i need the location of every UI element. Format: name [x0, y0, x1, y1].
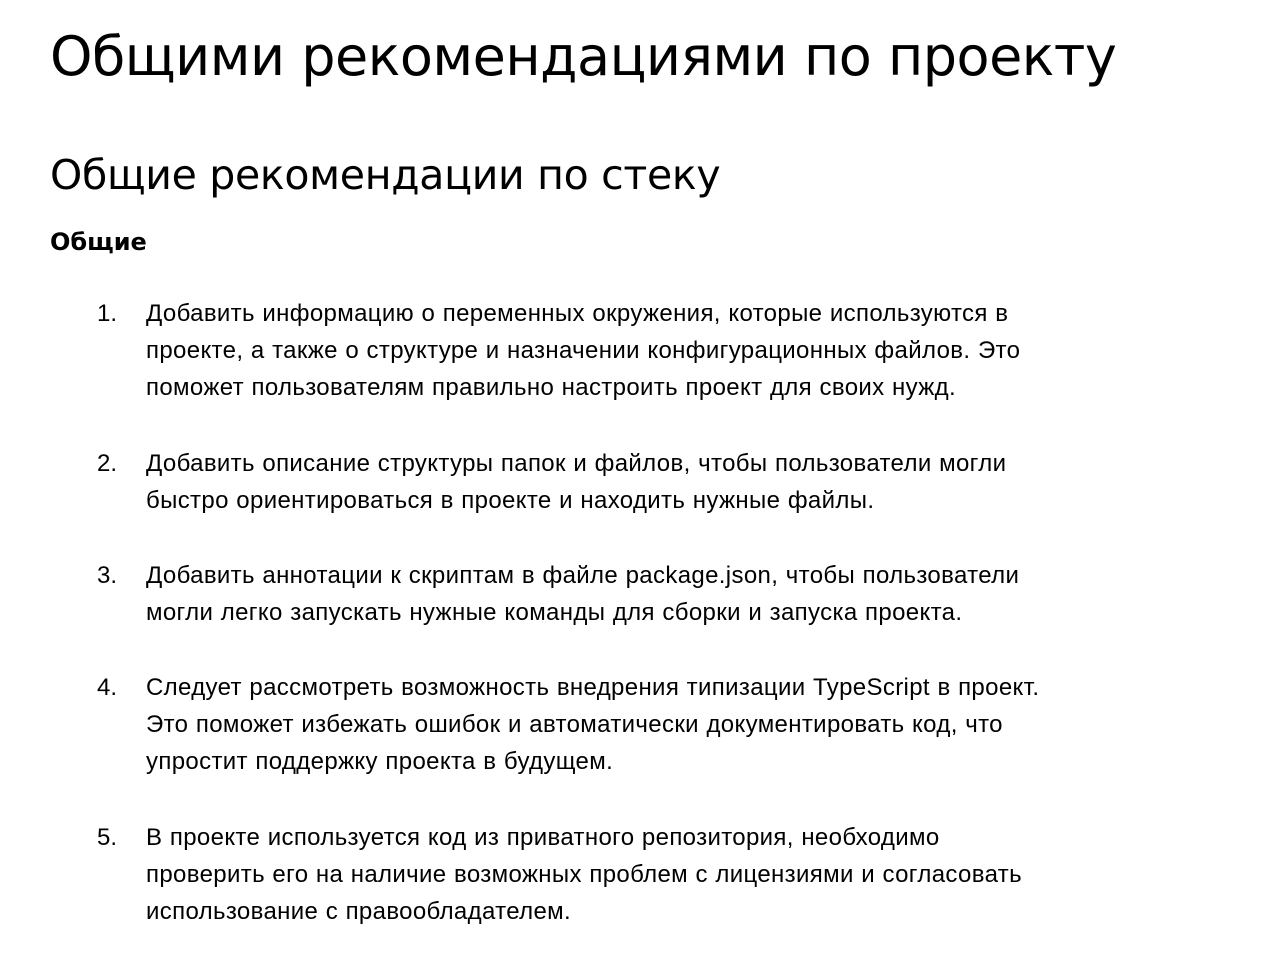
list-item-line: Это поможет избежать ошибок и автоматически документировать код, что — [146, 711, 1003, 738]
list-item-text — [146, 669, 1246, 780]
page-title: Общими рекомендациями по проекту — [50, 25, 1117, 88]
list-item-text — [146, 557, 1246, 631]
list-item-line: упростит поддержку проекта в будущем. — [146, 748, 614, 775]
list-item-line: быстро ориентироваться в проекте и находить нужные файлы. — [146, 487, 875, 514]
list-item-line: проекте, а также о структуре и назначении конфигурационных файлов. Это — [146, 337, 1021, 364]
list-item-line: Добавить информацию о переменных окружения, которые используются в — [146, 300, 1009, 327]
list-item-number: 2. — [97, 450, 118, 477]
list-item-line: Следует рассмотреть возможность внедрения типизации TypeScript в проект. — [146, 674, 1040, 701]
list-item-text — [146, 819, 1246, 930]
list-item-line: Добавить описание структуры папок и файлов, чтобы пользователи могли — [146, 450, 1007, 477]
list-item-number: 5. — [97, 824, 118, 851]
list-item-line: могли легко запускать нужные команды для сборки и запуска проекта. — [146, 599, 963, 626]
list-item-line: В проекте используется код из приватного репозитория, необходимо — [146, 824, 940, 851]
list-item-text — [146, 445, 1246, 519]
subsection-title: Общие — [50, 228, 147, 256]
list-item-number: 1. — [97, 300, 118, 327]
section-title: Общие рекомендации по стеку — [50, 151, 721, 199]
list-item-line: проверить его на наличие возможных проблем с лицензиями и согласовать — [146, 861, 1022, 888]
list-item-text — [146, 295, 1246, 406]
list-item-line: поможет пользователям правильно настроить проект для своих нужд. — [146, 374, 957, 401]
list-item-line: Добавить аннотации к скриптам в файле package.json, чтобы пользователи — [146, 562, 1020, 589]
list-item-number: 3. — [97, 562, 118, 589]
list-item-number: 4. — [97, 674, 118, 701]
list-item-line: использование с правообладателем. — [146, 898, 572, 925]
